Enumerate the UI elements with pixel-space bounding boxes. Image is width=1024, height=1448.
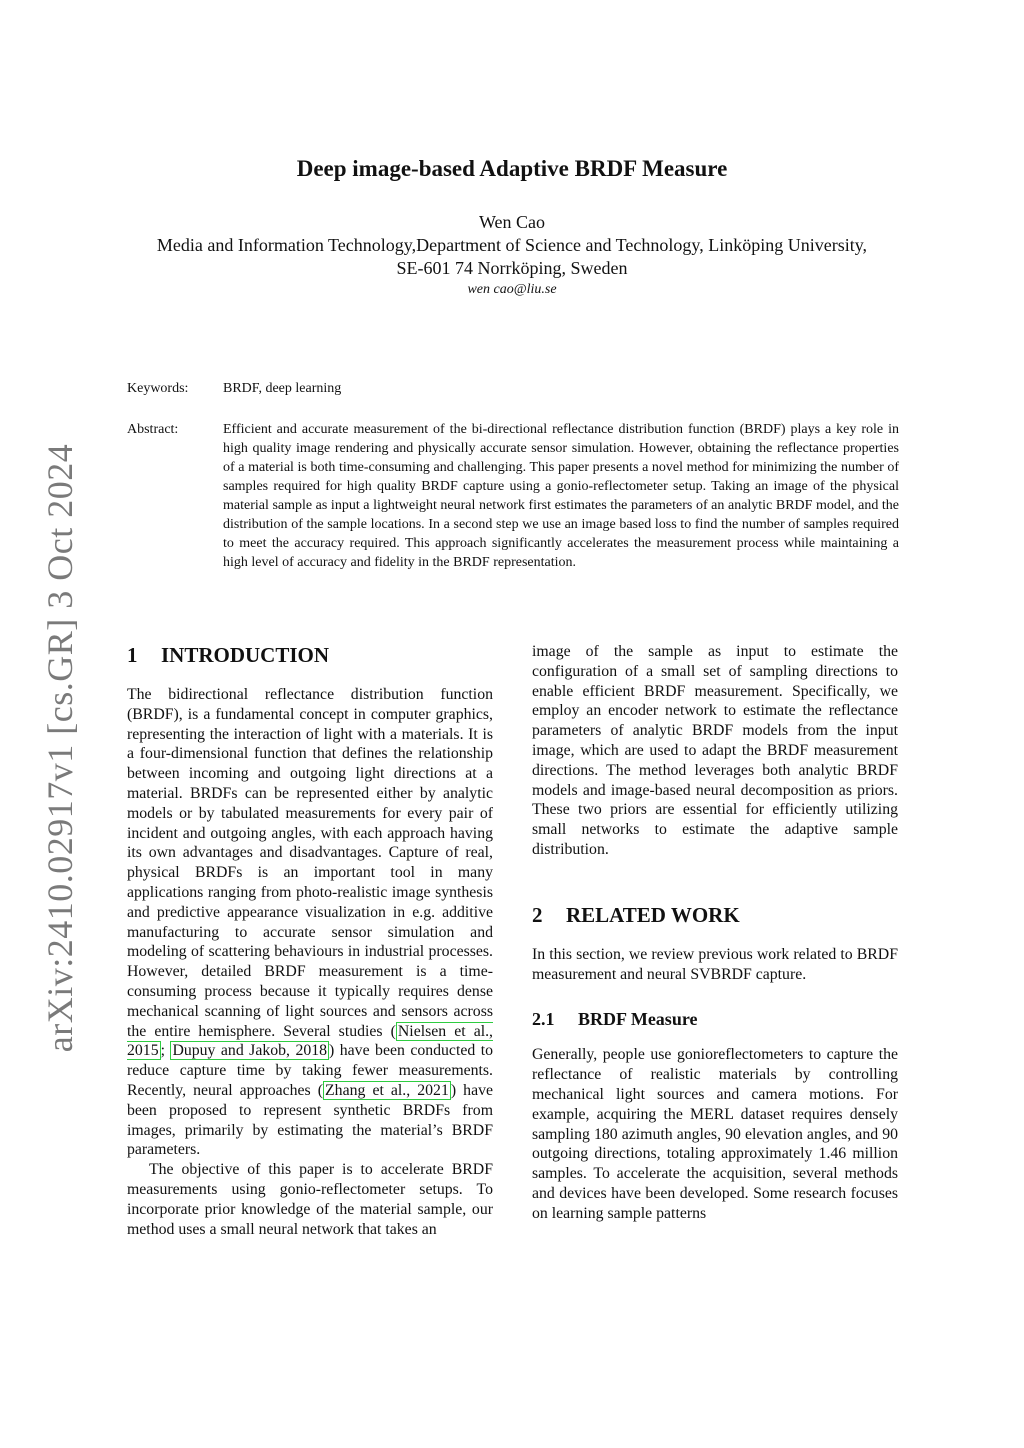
author-block: [0, 211, 1024, 300]
citation-dupuy-jakob-2018[interactable]: Dupuy and Jakob, 2018: [172, 1042, 328, 1060]
section-introduction-heading: [127, 642, 493, 668]
left-column: [127, 642, 493, 1239]
keywords-label: Keywords:: [127, 381, 189, 396]
author-affiliation-line1: Media and Information Technology,Department of Science and Technology, Linköping University,: [156, 235, 868, 255]
subsection-number: 2.1: [532, 1009, 555, 1030]
intro-text: ) have been proposed to represent synthetic BRDFs from images, primarily by estimating the material’s BRDF parameters.: [127, 1081, 493, 1159]
citation-nielsen-2015[interactable]: Nielsen et al., 2015: [127, 1022, 493, 1060]
arxiv-identifier: arXiv:2410.02917v1 [cs.GR] 3 Oct 2024: [40, 443, 80, 1053]
citation-zhang-2021[interactable]: Zhang et al., 2021: [325, 1081, 449, 1099]
section-number: 1: [127, 643, 138, 667]
subsection-brdf-measure-heading: [532, 1007, 898, 1031]
author-email: wen cao@liu.se: [467, 282, 557, 297]
author-affiliation-line2: SE-601 74 Norrköping, Sweden: [396, 258, 628, 278]
section-related-work-heading: [532, 902, 898, 928]
abstract-text: Efficient and accurate measurement of the bi-directional reflectance distribution function (BRDF) plays a key role in high quality image rendering and physically accurate sensor simulation. However, obtaining the reflectance properties of a material is both time-consuming and challenging. This paper presents a novel method for minimizing the number of samples required for high quality BRDF capture using a gonio-reflectometer setup. Taking an image of the physical material sample as input a lightweight neural network first estimates the parameters of an analytic BRDF model, and the distribution of the sample locations. In a second step we use an image based loss to find the number of samples required to meet the accuracy required. This approach significantly accelerates the measurement process while maintaining a high level of accuracy and fidelity in the BRDF representation.: [223, 422, 899, 570]
related-paragraph-2: Generally, people use gonioreflectometers to capture the reflectance of realistic materials by controlling mechanical light sources and camera motions. For example, acquiring the MERL dataset requires densely sampling 180 azimuth angles, 90 elevation angles, and 90 outgoing directions, totaling approximately 1.46 million samples. To accelerate the acquisition, several methods and devices have been developed. Some research focuses on learning sample patterns: [532, 1046, 898, 1222]
intro-paragraph-3: image of the sample as input to estimate the configuration of a small set of sampling directions to enable efficient BRDF measurement. Specifically, we employ an encoder network to estimate the reflectance parameters of analytic BRDF models from the input image, which are used to adapt the BRDF measurement directions. The method leverages both analytic BRDF models and image-based neural decomposition as priors. These two priors are essential for efficiently utilizing small networks to estimate the adaptive sample distribution.: [532, 643, 898, 858]
intro-paragraph-1: [127, 685, 493, 1160]
keywords-text: BRDF, deep learning: [223, 381, 342, 396]
related-paragraph-1: In this section, we review previous work related to BRDF measurement and neural SVBRDF capture.: [532, 945, 898, 983]
intro-paragraph-2: The objective of this paper is to accelerate BRDF measurements using gonio-reflectometer setups. To incorporate prior knowledge of the material sample, our method uses a small neural network that takes an: [127, 1161, 493, 1238]
section-title: INTRODUCTION: [161, 643, 330, 667]
section-number: 2: [532, 902, 543, 927]
subsection-title: BRDF Measure: [578, 1009, 698, 1030]
right-column: [532, 642, 898, 1224]
author-name: Wen Cao: [478, 212, 546, 232]
intro-text: The bidirectional reflectance distribution function (BRDF), is a fundamental concept in computer graphics, representing the interaction of light with a materials. It is a four-dimensional function that defines the relationship between incoming and outgoing light directions at a material. BRDFs can be represented either by analytic models or by tabulated measurements for every pair of incident and outgoing angles, with each approach having its own advantages and disadvantages. Capture of real, physical BRDFs is an important tool in many applications ranging from photo-realistic image synthesis and predictive appearance visualization in e.g. additive manufacturing to accurate sensor simulation and modeling of scattering behaviours in industrial processes. However, detailed BRDF measurement is a time-consuming process because it typically requires dense mechanical scanning of light sources and sensors across the entire hemisphere. Several studies (: [127, 686, 493, 1040]
section-title: RELATED WORK: [566, 902, 740, 927]
citation-separator: ;: [160, 1042, 171, 1060]
paper-title: Deep image-based Adaptive BRDF Measure: [296, 156, 728, 181]
intro-text: ) have been conducted to reduce capture time by taking fewer measurements. Recently, neural approaches (: [127, 1042, 493, 1099]
abstract-label: Abstract:: [127, 422, 179, 437]
